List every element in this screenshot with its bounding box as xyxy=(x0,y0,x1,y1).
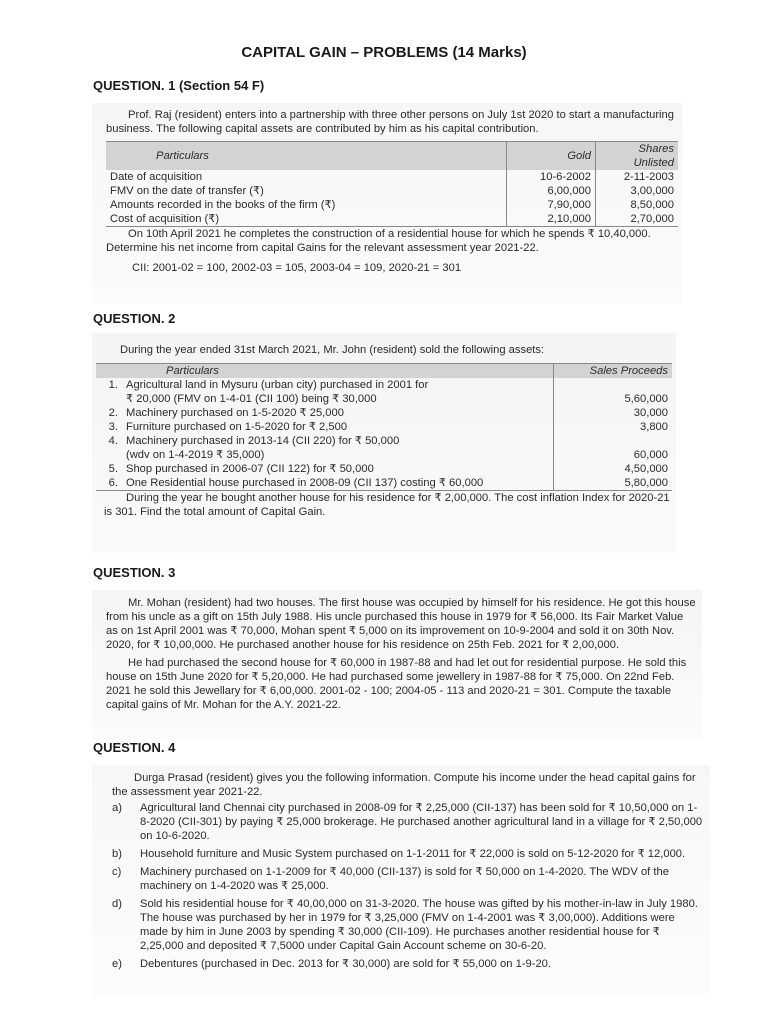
item-letter: d) xyxy=(112,898,122,910)
gold-value: 2,10,000 xyxy=(507,212,596,227)
item-text: Machinery purchased on 1-1-2009 for ₹ 40,000 (CII-137) is sold for ₹ 50,000 on 1-4-2020. The WDV of the machinery on 1-4-2020 was ₹ 25,000. xyxy=(140,866,669,892)
table-row xyxy=(106,170,678,184)
table-row xyxy=(96,434,672,462)
item-text: Machinery purchased on 1-5-2020 ₹ 25,000 xyxy=(126,407,344,419)
item-number: 2. xyxy=(108,407,118,419)
item-text: Agricultural land in Mysuru (urban city) purchased in 2001 for xyxy=(126,379,429,391)
item-number: 6. xyxy=(108,477,118,489)
question-1-after: On 10th April 2021 he completes the construction of a residential house for which he spends ₹ 10,40,000. Determine his net income from capital Gains for the relevant assessment year 2021-22. xyxy=(106,228,651,254)
question-3-para-2: He had purchased the second house for ₹ 60,000 in 1987-88 and had let out for residential purpose. He sold this house on 15th June 2020 for ₹ 5,20,000. He had purchased some jewellery in 1987-88 for ₹ 75,000. On 22nd Feb. 2021 he sold this Jewellary for ₹ 6,00,000. 2001-02 - 100; 2004-05 - 113 and 2020-21 = 301. Compute the taxable capital gains of Mr. Mohan for the A.Y. 2021-22. xyxy=(106,657,687,711)
question-3-body xyxy=(106,596,696,712)
list-item xyxy=(112,897,704,953)
col-sales-proceeds: Sales Proceeds xyxy=(589,365,668,377)
row-label: FMV on the date of transfer (₹) xyxy=(106,184,507,198)
question-1-heading: QUESTION. 1 (Section 54 F) xyxy=(93,78,265,93)
sales-value: 5,60,000 xyxy=(624,393,668,405)
page-title: CAPITAL GAIN – PROBLEMS (14 Marks) xyxy=(241,44,527,61)
question-2-body xyxy=(96,343,672,519)
question-4-heading: QUESTION. 4 xyxy=(93,740,176,755)
gold-value: 10-6-2002 xyxy=(507,170,596,184)
table-row xyxy=(106,184,678,198)
shares-value: 3,00,000 xyxy=(630,185,674,197)
list-item xyxy=(112,957,704,971)
gold-value: 7,90,000 xyxy=(507,198,596,212)
item-letter: e) xyxy=(112,958,122,970)
table-row xyxy=(96,406,672,420)
table-row xyxy=(96,420,672,434)
row-label: Cost of acquisition (₹) xyxy=(106,212,507,227)
question-2-heading: QUESTION. 2 xyxy=(93,311,176,326)
list-item xyxy=(112,847,704,861)
col-shares xyxy=(596,142,679,171)
item-text: Shop purchased in 2006-07 (CII 122) for ₹ 50,000 xyxy=(126,463,374,475)
question-2-table xyxy=(96,363,672,491)
shares-value: 8,50,000 xyxy=(630,199,674,211)
col-shares-label: Shares xyxy=(638,143,674,155)
table-row xyxy=(106,212,678,227)
list-item xyxy=(112,801,704,843)
item-text: (wdv on 1-4-2019 ₹ 35,000) xyxy=(126,449,265,461)
question-4-body xyxy=(112,771,704,971)
table-row xyxy=(96,378,672,406)
question-2-table-header xyxy=(96,364,672,379)
sales-value: 5,80,000 xyxy=(624,477,668,489)
row-label: Amounts recorded in the books of the firm (₹) xyxy=(106,198,507,212)
question-3-heading: QUESTION. 3 xyxy=(93,565,176,580)
question-4-intro: Durga Prasad (resident) gives you the following information. Compute his income under the head capital gains for the assessment year 2021-22. xyxy=(112,772,696,798)
item-number: 4. xyxy=(108,435,118,447)
shares-value: 2,70,000 xyxy=(630,213,674,225)
sales-value: 4,50,000 xyxy=(624,463,668,475)
col-particulars: Particulars xyxy=(106,142,507,171)
question-1-body xyxy=(106,108,678,275)
sales-value: 3,800 xyxy=(640,421,668,433)
list-item xyxy=(100,434,549,462)
list-item xyxy=(100,406,549,420)
item-text: Household furniture and Music System purchased on 1-1-2011 for ₹ 22,000 is sold on 5-12-2020 for ₹ 12,000. xyxy=(140,848,686,860)
shares-value: 2-11-2003 xyxy=(623,171,674,183)
row-label: Date of acquisition xyxy=(106,170,507,184)
item-letter: b) xyxy=(112,848,122,860)
item-letter: c) xyxy=(112,866,122,878)
question-3-para-1: Mr. Mohan (resident) had two houses. The first house was occupied by himself for his residence. He got this house from his uncle as a gift on 15th July 1988. His uncle purchased this house in 1979 for ₹ 56,000. Its Fair Market Value as on 1st April 2001 was ₹ 70,000, Mohan spent ₹ 5,000 on its improvement on 10-9-2004 and sold it on 30th Nov. 2020, for ₹ 10,00,000. He purchased another house for his residence on 25th Feb. 2021 for ₹ 2,00,000. xyxy=(106,597,696,651)
list-item xyxy=(100,420,549,434)
list-item xyxy=(100,462,549,476)
question-1-table-header xyxy=(106,142,678,171)
item-letter: a) xyxy=(112,802,122,814)
col-unlisted-label: Unlisted xyxy=(633,157,674,169)
question-1-cii: CII: 2001-02 = 100, 2002-03 = 105, 2003-04 = 109, 2020-21 = 301 xyxy=(132,262,462,274)
item-text: Furniture purchased on 1-5-2020 for ₹ 2,500 xyxy=(126,421,348,433)
list-item xyxy=(112,865,704,893)
question-1-table xyxy=(106,141,678,227)
item-text: Debentures (purchased in Dec. 2013 for ₹ 30,000) are sold for ₹ 55,000 on 1-9-20. xyxy=(140,958,552,970)
table-row xyxy=(96,476,672,491)
list-item xyxy=(100,378,549,406)
question-2-intro: During the year ended 31st March 2021, Mr. John (resident) sold the following assets: xyxy=(120,344,545,356)
sales-value: 30,000 xyxy=(633,407,668,419)
item-number: 1. xyxy=(108,379,118,391)
question-1-intro: Prof. Raj (resident) enters into a partnership with three other persons on July 1st 2020 to start a manufacturing business. The following capital assets are contributed by him as his capital contribution. xyxy=(106,109,674,135)
item-text: ₹ 20,000 (FMV on 1-4-01 (CII 100) being ₹ 30,000 xyxy=(126,393,377,405)
gold-value: 6,00,000 xyxy=(507,184,596,198)
question-2-after: During the year he bought another house for his residence for ₹ 2,00,000. The cost inflation Index for 2020-21 is 301. Find the total amount of Capital Gain. xyxy=(104,492,670,518)
item-text: Sold his residential house for ₹ 40,00,000 on 31-3-2020. The house was gifted by his mother-in-law in July 1980. The house was purchased by her in 1979 for ₹ 3,25,000 (FMV on 1-4-2001 was ₹ 3,00,000). Additions were made by him in June 2003 by spending ₹ 30,000 (CII-109). He purchases another residential house for ₹ 2,25,000 and deposited ₹ 7,5000 under Capital Gain Account scheme on 30-6-20. xyxy=(140,898,698,952)
table-row xyxy=(106,198,678,212)
item-text: Agricultural land Chennai city purchased in 2008-09 for ₹ 2,25,000 (CII-137) has been sold for ₹ 10,50,000 on 1-8-2020 (CII-301) by paying ₹ 25,000 brokerage. He purchased another agricultural land in a village for ₹ 2,50,000 on 10-6-2020. xyxy=(140,802,703,842)
list-item xyxy=(100,476,549,490)
item-text: One Residential house purchased in 2008-09 (CII 137) costing ₹ 60,000 xyxy=(126,477,484,489)
col-particulars: Particulars xyxy=(96,364,554,379)
col-gold: Gold xyxy=(507,142,596,171)
sales-value: 60,000 xyxy=(633,449,668,461)
item-number: 5. xyxy=(108,463,118,475)
table-row xyxy=(96,462,672,476)
item-number: 3. xyxy=(108,421,118,433)
item-text: Machinery purchased in 2013-14 (CII 220) for ₹ 50,000 xyxy=(126,435,400,447)
question-4-list xyxy=(112,801,704,971)
